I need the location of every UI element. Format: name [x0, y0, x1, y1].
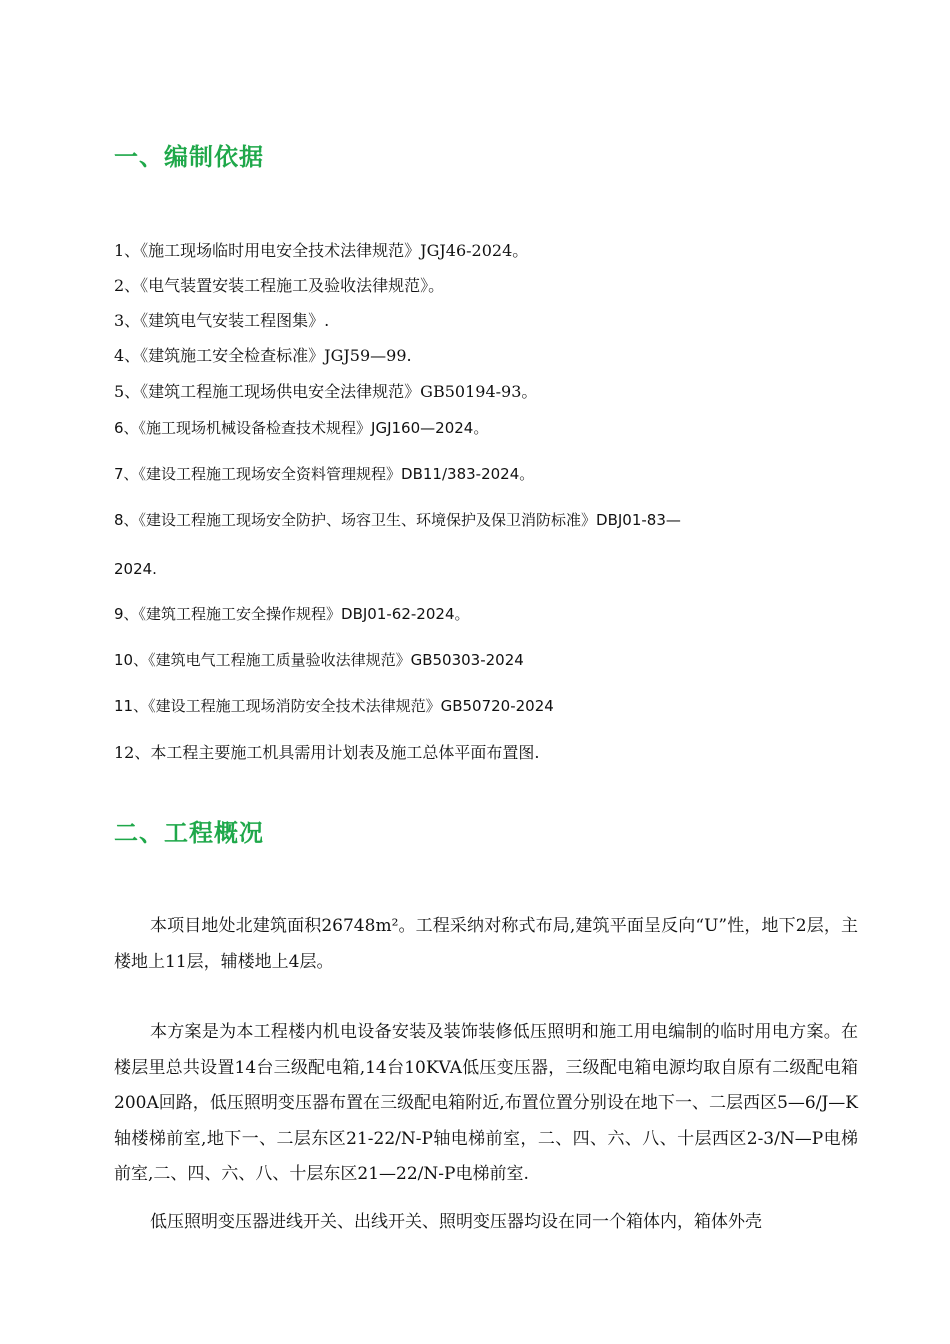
reference-item-3: 3、《建筑电气安装工程图集》. [114, 311, 330, 330]
reference-item-2: 2、《电气装置安装工程施工及验收法律规范》。 [114, 276, 445, 295]
reference-item-7: 7、《建设工程施工现场安全资料管理规程》DB11/383-2024。 [114, 465, 535, 483]
overview-paragraph-1: 本项目地处北建筑面积26748m²。工程采纳对称式布局,建筑平面呈反向“U”性，地下2层，主楼地上11层，辅楼地上4层。 [114, 916, 858, 972]
reference-item-8-continued: 2024. [114, 560, 157, 578]
overview-paragraph-2: 本方案是为本工程楼内机电设备安装及装饰装修低压照明和施工用电编制的临时用电方案。在楼层里总共设置14台三级配电箱,14台10KVA低压变压器，三级配电箱电源均取自原有二级配电箱200A回路，低压照明变压器布置在三级配电箱附近,布置位置分别设在地下一、二层西区5—6/J—K轴楼梯前室,地下一、二层东区21-22/N-P轴电梯前室，二、四、六、八、十层西区2-3/N—P电梯前室,二、四、六、八、十层东区21—22/N-P电梯前室. [114, 1022, 858, 1184]
section-heading-basis: 一、编制依据 [114, 143, 264, 171]
reference-item-10: 10、《建筑电气工程施工质量验收法律规范》GB50303-2024 [114, 651, 524, 669]
reference-item-12: 12、本工程主要施工机具需用计划表及施工总体平面布置图. [114, 743, 540, 762]
reference-item-8: 8、《建设工程施工现场安全防护、场容卫生、环境保护及保卫消防标准》DBJ01-83— [114, 511, 681, 529]
overview-paragraph-3: 低压照明变压器进线开关、出线开关、照明变压器均设在同一个箱体内，箱体外壳 [150, 1212, 762, 1232]
reference-item-9: 9、《建筑工程施工安全操作规程》DBJ01-62-2024。 [114, 605, 470, 623]
reference-item-1: 1、《施工现场临时用电安全技术法律规范》JGJ46-2024。 [114, 241, 529, 260]
reference-item-4: 4、《建筑施工安全检查标准》JGJ59—99. [114, 346, 412, 365]
reference-item-5: 5、《建筑工程施工现场供电安全法律规范》GB50194-93。 [114, 382, 538, 401]
reference-item-6: 6、《施工现场机械设备检查技术规程》JGJ160—2024。 [114, 419, 489, 437]
reference-item-11: 11、《建设工程施工现场消防安全技术法律规范》GB50720-2024 [114, 697, 554, 715]
section-heading-overview: 二、工程概况 [114, 819, 264, 847]
